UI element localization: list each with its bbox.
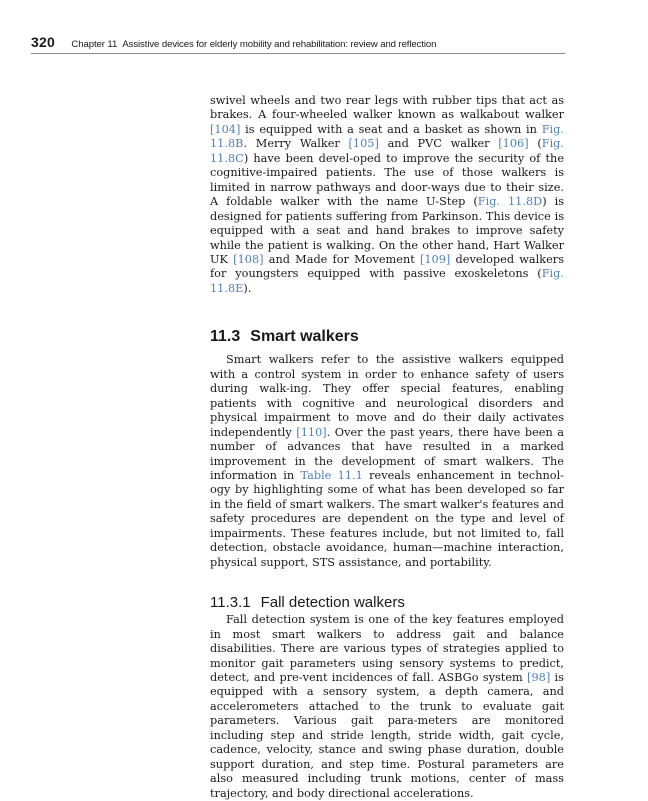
chapter-title-text: Assistive devices for elderly mobility and rehabilitation: review and reflection	[122, 39, 437, 50]
running-head	[31, 34, 565, 54]
subsection-number: 11.3.1	[210, 594, 251, 612]
figure-link[interactable]: Fig. 11.8D	[477, 195, 543, 209]
citation-link[interactable]: [98]	[527, 670, 551, 684]
section-title: Smart walkers	[250, 328, 359, 346]
page-number: 320	[31, 34, 55, 50]
citation-link[interactable]: [109]	[419, 252, 451, 266]
table-link[interactable]: Table 11.1	[300, 468, 363, 482]
subsection-title: Fall detection walkers	[260, 594, 405, 612]
figure-link[interactable]: Fig. 11.8E	[210, 267, 564, 295]
citation-link[interactable]: [108]	[233, 252, 264, 266]
page-body	[210, 94, 564, 801]
citation-link[interactable]: [105]	[348, 137, 379, 151]
citation-link[interactable]: [106]	[498, 137, 529, 151]
chapter-running-title	[71, 39, 436, 50]
citation-link[interactable]: [104]	[210, 122, 241, 136]
citation-link[interactable]: [110]	[296, 425, 327, 439]
chapter-label: Chapter 11	[71, 39, 118, 50]
paragraph-fall-detection: Fall detection system is one of the key features employed in most smart walkers to address gait and balance disabilities. There are various types of strategies applied to monitor gait parameters using sensory systems to predict, detect, and pre-vent incidences of fall. ASBGo system [98] is equipped with a sensory system, a depth camera, and accelerometers attached to the trunk to evaluate gait parameters. Various gait para-meters are monitored including step and stride length, stride width, gait cycle, cadence, velocity, stance and swing phase duration, double support duration, and step time. Postural parameters are also measured including trunk motions, center of mass trajectory, and body directional accelerations.	[210, 613, 564, 800]
section-number: 11.3	[210, 328, 241, 346]
figure-link[interactable]: Fig. 11.8B	[210, 122, 564, 151]
paragraph-walkers-continued: swivel wheels and two rear legs with rubber tips that act as brakes. A four-wheeled walker known as walkabout walker [104] is equipped with a seat and a basket as shown in Fig. 11.8B. Merry Walker [105] and PVC walker [106] (Fig. 11.8C) have been devel-oped to improve the security of the cognitive-impaired patients. The use of those walkers is limited in narrow pathways and door-ways due to their size. A foldable walker with the name U-Step (Fig. 11.8D) is designed for patients suffering from Parkinson. This device is equipped with a seat and hand brakes to improve safety while the patient is walking. On the other hand, Hart Walker UK [108] and Made for Movement [109] developed walkers for youngsters equipped with passive exoskeletons (Fig. 11.8E).	[210, 94, 565, 295]
section-heading-smart-walkers	[210, 327, 564, 353]
subsection-heading-fall-detection	[210, 593, 564, 613]
paragraph-smart-walkers: Smart walkers refer to the assistive walkers equipped with a control system in order to enhance safety of users during walk-ing. They offer special features, enabling patients with cognitive and neurological disorders and physical impairment to move and do their daily activates independently [110]. Over the past years, there have been a number of advances that have resulted in a marked improvement in the development of smart walkers. The information in Table 11.1 reveals enhancement in technol-ogy by highlighting some of what has been developed so far in the field of smart walkers. The smart walker's features and safety procedures are dependent on the type and level of impairments. These features include, but not limited to, fall detection, obstacle avoidance, human—machine interaction, physical support, STS assistance, and portability.	[210, 353, 564, 569]
figure-link[interactable]: Fig. 11.8C	[210, 137, 565, 165]
